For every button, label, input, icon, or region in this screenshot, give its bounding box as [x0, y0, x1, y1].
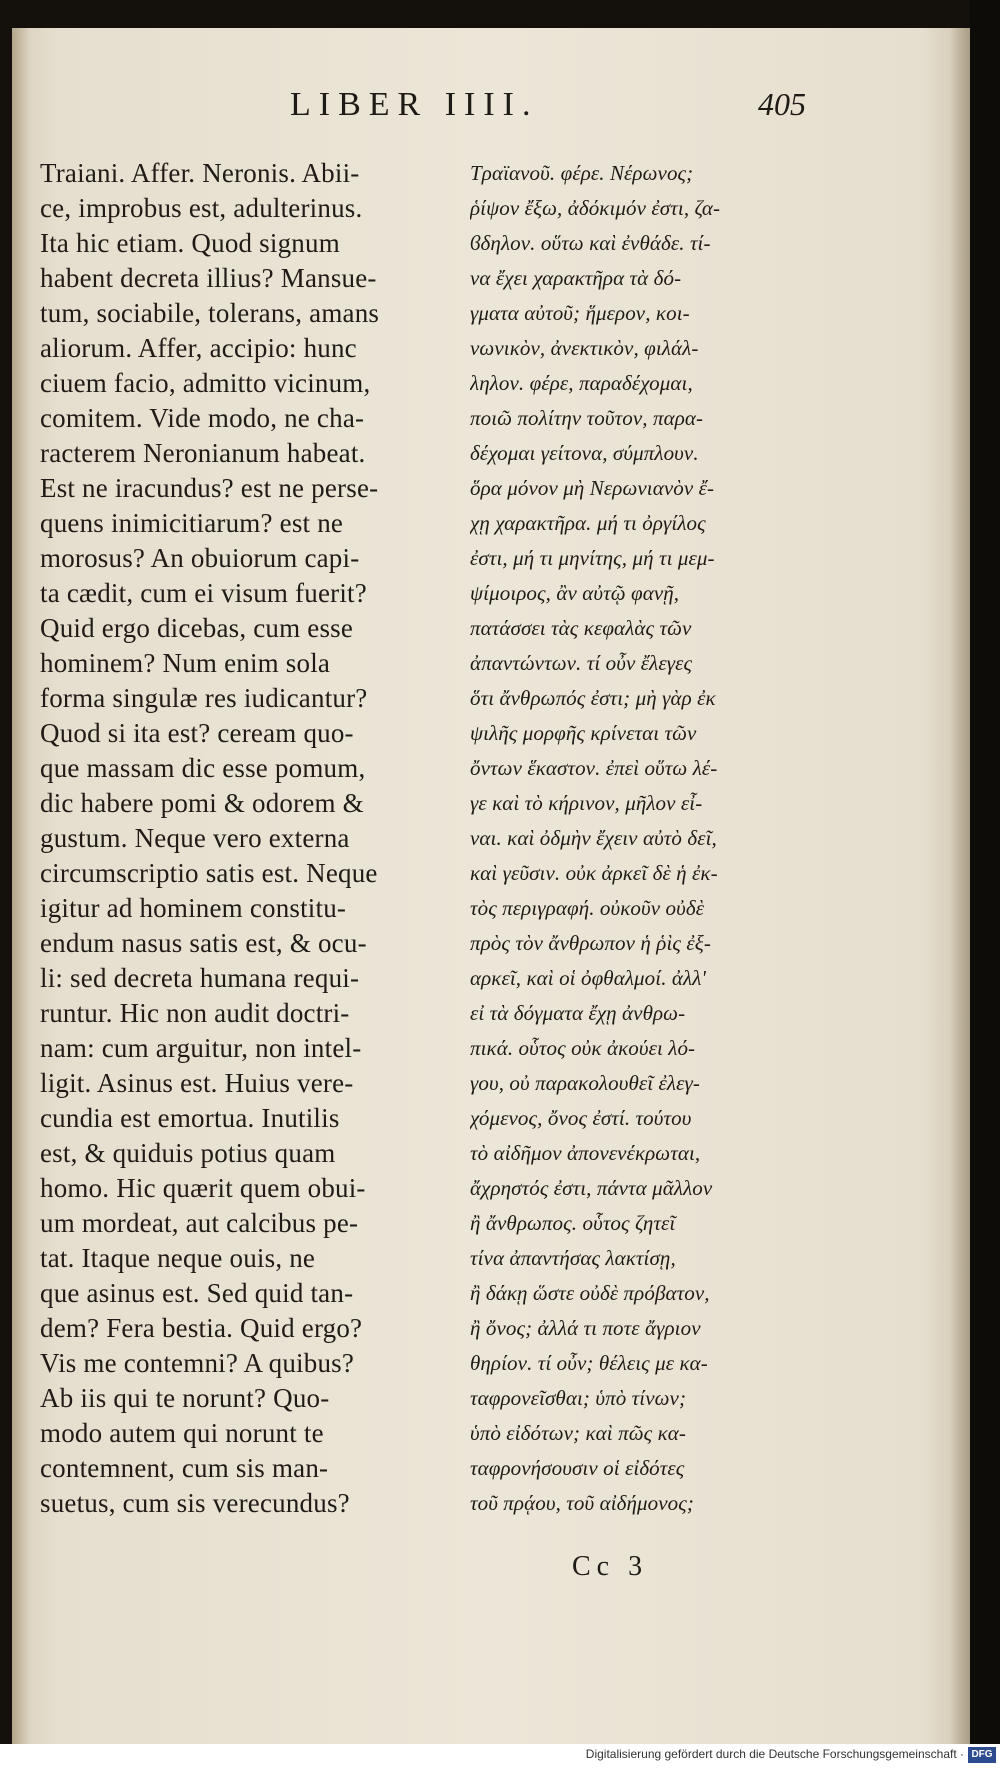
latin-text-line: um mordeat, aut calcibus pe- — [40, 1208, 359, 1238]
greek-text-line: τὸ αἰδῆμον ἀπονενέκρωται, — [470, 1141, 701, 1165]
greek-text-line: χόμενος, ὄνος ἐστί. τούτου — [470, 1106, 692, 1130]
latin-text-line: cundia est emortua. Inutilis — [40, 1103, 340, 1133]
latin-text-line: est, & quiduis potius quam — [40, 1138, 336, 1168]
greek-text-line: γματα αὐτοῦ; ἥμερον, κοι- — [470, 301, 690, 325]
greek-text-line: ὅτι ἄνθρωπός ἐστι; μὴ γὰρ ἐκ — [470, 686, 716, 710]
greek-text-line: δέχομαι γείτονα, σύμπλουν. — [470, 441, 699, 465]
greek-text-line: πικά. οὗτος οὐκ ἀκούει λό- — [470, 1036, 696, 1060]
latin-column — [40, 156, 480, 1521]
page-header — [12, 86, 970, 146]
book-page — [12, 28, 970, 1744]
greek-text-line: ῥίψον ἔξω, ἀδόκιμόν ἐστι, ζα- — [470, 196, 721, 220]
funding-credit: Digitalisierung gefördert durch die Deutsche Forschungsgemeinschaft · — [585, 1747, 964, 1761]
latin-text-line: Quid ergo dicebas, cum esse — [40, 613, 354, 643]
greek-text-line: ποιῶ πολίτην τοῦτον, παρα- — [470, 406, 704, 430]
latin-text-line: modo autem qui norunt te — [40, 1418, 324, 1448]
greek-text-line: ἢ ἄνθρωπος. οὗτος ζητεῖ — [470, 1211, 676, 1235]
signature-mark: Cc 3 — [572, 1551, 649, 1582]
latin-text-line: suetus, cum sis verecundus? — [40, 1488, 350, 1518]
greek-text-line: εἰ τὰ δόγματα ἔχῃ ἀνθρω- — [470, 1001, 686, 1025]
latin-text-line: igitur ad hominem constitu- — [40, 893, 347, 923]
latin-text-line: homo. Hic quærit quem obui- — [40, 1173, 366, 1203]
latin-text-line: ciuem facio, admitto vicinum, — [40, 368, 371, 398]
greek-text-line: ὄντων ἕκαστον. ἐπεὶ οὕτω λέ- — [470, 756, 718, 780]
latin-text-line: Vis me contemni? A quibus? — [40, 1348, 355, 1378]
latin-text-line: endum nasus satis est, & ocu- — [40, 928, 367, 958]
greek-text-line: ἐστι, μή τι μηνίτης, μή τι μεμ- — [470, 546, 715, 570]
latin-text-line: racterem Neronianum habeat. — [40, 438, 366, 468]
latin-text-line: hominem? Num enim sola — [40, 648, 331, 678]
dfg-logo: DFG — [968, 1747, 996, 1763]
greek-text-line: ὑπὸ εἰδότων; καὶ πῶς κα- — [470, 1421, 686, 1445]
latin-text-line: dic habere pomi & odorem & — [40, 788, 364, 818]
greek-text-line: τίνα ἀπαντήσας λακτίσῃ, — [470, 1246, 676, 1270]
greek-text-line: νωνικὸν, ἀνεκτικὸν, φιλάλ- — [470, 336, 699, 360]
latin-text-line: dem? Fera bestia. Quid ergo? — [40, 1313, 363, 1343]
latin-text-line: circumscriptio satis est. Neque — [40, 858, 378, 888]
greek-text-line: θηρίον. τί οὖν; θέλεις με κα- — [470, 1351, 708, 1375]
latin-text-line: tat. Itaque neque ouis, ne — [40, 1243, 316, 1273]
latin-text-line: ce, improbus est, adulterinus. — [40, 193, 363, 223]
greek-text-line: ἢ δάκῃ ὥστε οὐδὲ πρόβατον, — [470, 1281, 710, 1305]
page-number: 405 — [758, 86, 806, 122]
latin-text-line: aliorum. Affer, accipio: hunc — [40, 333, 357, 363]
latin-text-line: contemnent, cum sis man- — [40, 1453, 329, 1483]
latin-text-line: que asinus est. Sed quid tan- — [40, 1278, 354, 1308]
greek-text-line: ἢ ὄνος; ἀλλά τι ποτε ἄγριον — [470, 1316, 701, 1340]
greek-text-line: τοῦ πρᾴου, τοῦ αἰδήμονος; — [470, 1491, 694, 1515]
running-head: LIBER IIII. — [290, 86, 539, 123]
latin-text-line: Traiani. Affer. Neronis. Abii- — [40, 158, 360, 188]
greek-text-line: να ἔχει χαρακτῆρα τὰ δό- — [470, 266, 682, 290]
latin-text-line: ligit. Asinus est. Huius vere- — [40, 1068, 354, 1098]
greek-text-line: ψίμοιρος, ἂν αὐτῷ φανῇ, — [470, 581, 680, 605]
latin-text-line: nam: cum arguitur, non intel- — [40, 1033, 362, 1063]
digitization-footer — [0, 1744, 1000, 1770]
latin-text-line: comitem. Vide modo, ne cha- — [40, 403, 365, 433]
greek-column — [470, 156, 830, 1521]
greek-text-line: ἄχρηστός ἐστι, πάντα μᾶλλον — [470, 1176, 713, 1200]
latin-text-line: Est ne iracundus? est ne perse- — [40, 473, 379, 503]
greek-text-line: πατάσσει τὰς κεφαλὰς τῶν — [470, 616, 692, 640]
greek-text-line: αρκεῖ, καὶ οἱ ὀφθαλμοί. ἀλλ' — [470, 966, 706, 990]
greek-text-line: γε καὶ τὸ κήρινον, μῆλον εἶ- — [470, 791, 703, 815]
greek-text-line: ναι. καὶ ὀδμὴν ἔχειν αὐτὸ δεῖ, — [470, 826, 717, 850]
greek-text-line: ἀπαντώντων. τί οὖν ἔλεγες — [470, 651, 693, 675]
greek-text-line: τὸς περιγραφή. οὐκοῦν οὐδὲ — [470, 896, 705, 920]
latin-text-line: forma singulæ res iudicantur? — [40, 683, 368, 713]
latin-text-line: runtur. Hic non audit doctri- — [40, 998, 350, 1028]
greek-text-line: ληλον. φέρε, παραδέχομαι, — [470, 371, 693, 395]
greek-text-line: γου, οὐ παρακολουθεῖ ἐλεγ- — [470, 1071, 700, 1095]
greek-text-line: ϐδηλον. οὕτω καὶ ἐνθάδε. τί- — [470, 231, 711, 255]
scan-edge — [970, 0, 1000, 1770]
latin-text-line: tum, sociabile, tolerans, amans — [40, 298, 380, 328]
greek-text-line: ταφρονεῖσθαι; ὑπὸ τίνων; — [470, 1386, 687, 1410]
latin-text-line: Ita hic etiam. Quod signum — [40, 228, 340, 258]
greek-text-line: καὶ γεῦσιν. οὐκ ἀρκεῖ δὲ ἡ ἐκ- — [470, 861, 718, 885]
greek-text-line: χῃ χαρακτῆρα. μή τι ὀργίλος — [470, 511, 706, 535]
latin-text-line: Ab iis qui te norunt? Quo- — [40, 1383, 330, 1413]
latin-text-line: habent decreta illius? Mansue- — [40, 263, 377, 293]
latin-text-line: ta cædit, cum ei visum fuerit? — [40, 578, 367, 608]
latin-text-line: li: sed decreta humana requi- — [40, 963, 360, 993]
latin-text-line: quens inimicitiarum? est ne — [40, 508, 344, 538]
greek-text-line: ὅρα μόνον μὴ Νερωνιανὸν ἔ- — [470, 476, 715, 500]
latin-text-line: morosus? An obuiorum capi- — [40, 543, 360, 573]
greek-text-line: Τραϊανοῦ. φέρε. Νέρωνος; — [470, 161, 694, 185]
greek-text-line: πρὸς τὸν ἄνθρωπον ἡ ῥὶς ἐξ- — [470, 931, 711, 955]
greek-text-line: ταφρονήσουσιν οἱ εἰδότες — [470, 1456, 685, 1480]
latin-text-line: que massam dic esse pomum, — [40, 753, 366, 783]
latin-text-line: Quod si ita est? ceream quo- — [40, 718, 354, 748]
latin-text-line: gustum. Neque vero externa — [40, 823, 350, 853]
greek-text-line: ψιλῆς μορφῆς κρίνεται τῶν — [470, 721, 697, 745]
